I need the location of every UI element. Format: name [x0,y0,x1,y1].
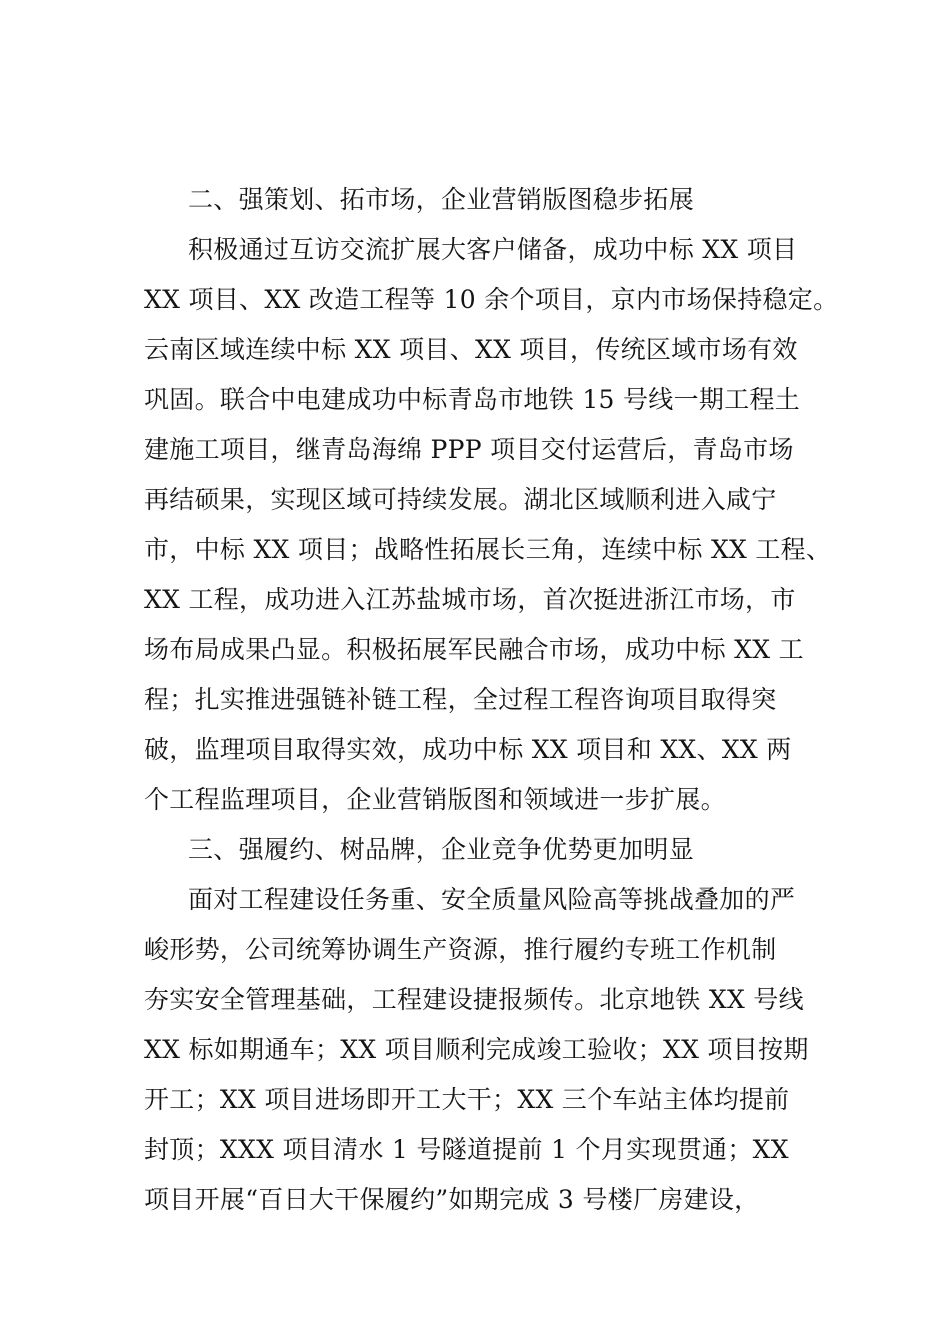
paragraph-line: 程；扎实推进强链补链工程，全过程工程咨询项目取得突 [144,685,777,714]
section-heading-2: 二、强策划、拓市场，企业营销版图稳步拓展 [188,185,695,214]
paragraph-line: 积极通过互访交流扩展大客户储备，成功中标 XX 项目 [188,235,798,264]
paragraph-line: 建施工项目，继青岛海绵 PPP 项目交付运营后，青岛市场 [144,435,794,464]
section-heading-3: 三、强履约、树品牌，企业竞争优势更加明显 [188,835,695,864]
paragraph-line: XX 项目、XX 改造工程等 10 余个项目，京内市场保持稳定。 [144,285,839,314]
paragraph-line: XX 标如期通车；XX 项目顺利完成竣工验收；XX 项目按期 [144,1035,809,1064]
paragraph-line: XX 工程，成功进入江苏盐城市场，首次挺进浙江市场，市 [144,585,796,614]
paragraph-line: 云南区域连续中标 XX 项目、XX 项目，传统区域市场有效 [144,335,798,364]
paragraph-line: 夯实安全管理基础，工程建设捷报频传。北京地铁 XX 号线 [144,985,804,1014]
paragraph-line: 项目开展“百日大干保履约”如期完成 3 号楼厂房建设， [144,1185,760,1214]
paragraph-line: 个工程监理项目，企业营销版图和领域进一步扩展。 [144,785,726,814]
paragraph-line: 市，中标 XX 项目；战略性拓展长三角，连续中标 XX 工程、 [144,535,832,564]
paragraph-line: 峻形势，公司统筹协调生产资源，推行履约专班工作机制 [144,935,777,964]
paragraph-line: 破，监理项目取得实效，成功中标 XX 项目和 XX、XX 两 [144,735,792,764]
paragraph-line: 巩固。联合中电建成功中标青岛市地铁 15 号线一期工程土 [144,385,801,414]
paragraph-line: 场布局成果凸显。积极拓展军民融合市场，成功中标 XX 工 [144,635,804,664]
paragraph-line: 封顶；XXX 项目清水 1 号隧道提前 1 个月实现贯通；XX [144,1135,789,1164]
paragraph-line: 面对工程建设任务重、安全质量风险高等挑战叠加的严 [188,885,796,914]
paragraph-line: 开工；XX 项目进场即开工大干；XX 三个车站主体均提前 [144,1085,790,1114]
paragraph-line: 再结硕果，实现区域可持续发展。湖北区域顺利进入咸宁 [144,485,777,514]
